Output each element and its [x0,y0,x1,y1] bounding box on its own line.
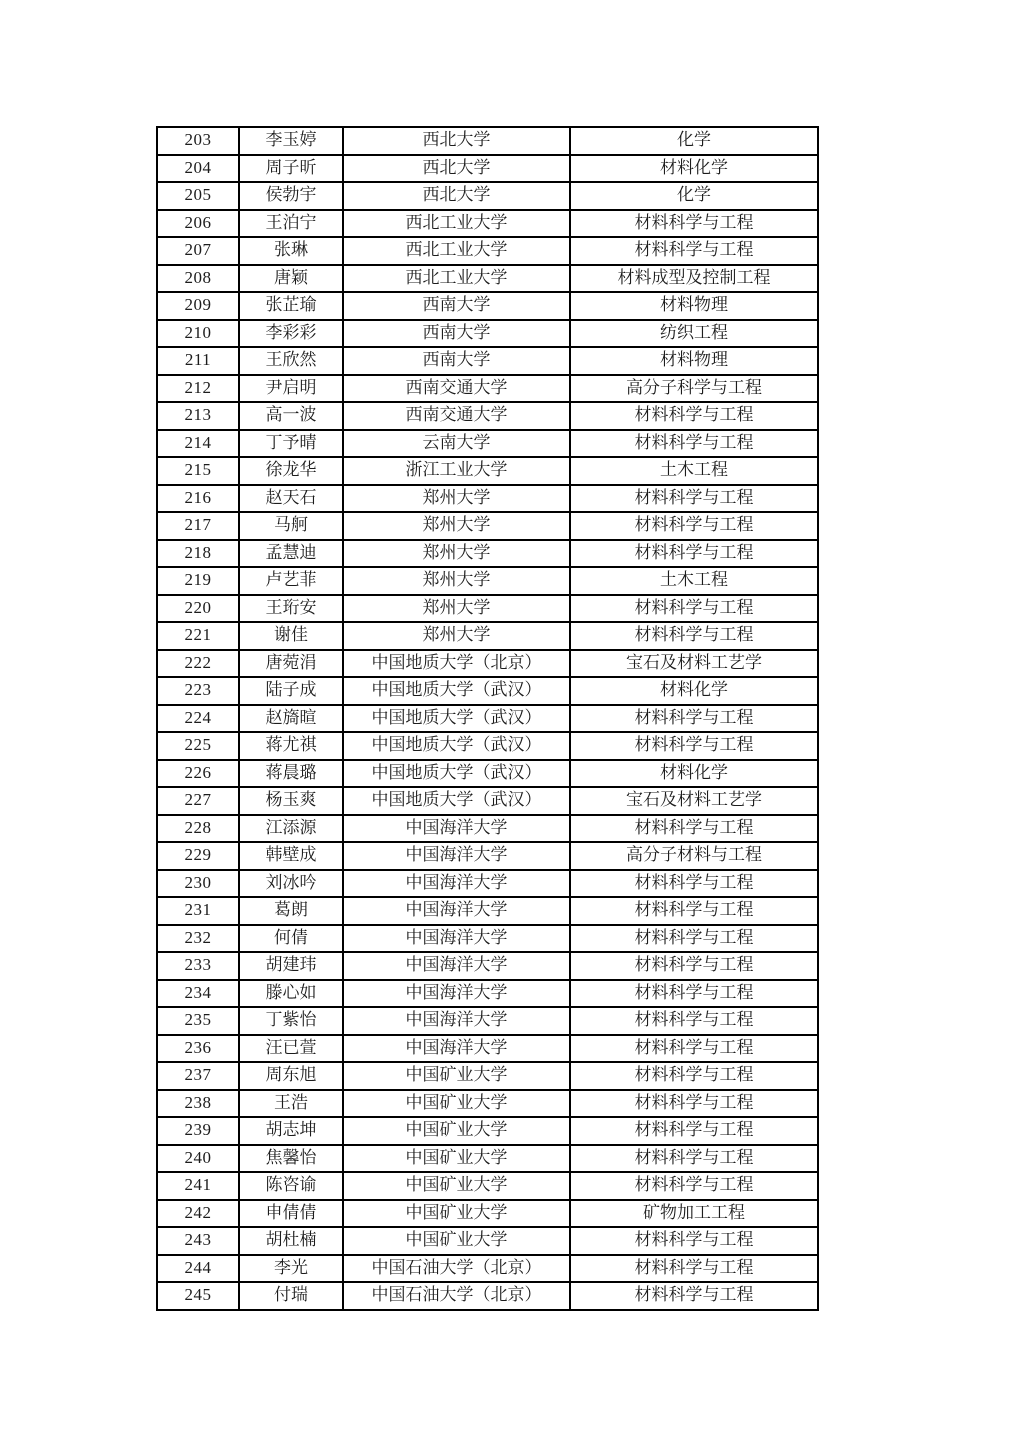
university-cell: 西北工业大学 [343,265,570,293]
university-cell: 西北大学 [343,155,570,183]
student-name-cell: 蒋晨璐 [239,760,343,788]
major-cell: 材料科学与工程 [570,980,818,1008]
table-row [157,210,818,238]
student-table-body [157,127,818,1310]
student-name-cell: 张芷瑜 [239,292,343,320]
student-name-cell: 王欣然 [239,347,343,375]
student-name-cell: 尹启明 [239,375,343,403]
major-cell: 材料科学与工程 [570,237,818,265]
student-name-cell: 唐菀涓 [239,650,343,678]
student-name-cell: 王浩 [239,1090,343,1118]
university-cell: 西南大学 [343,292,570,320]
major-cell: 矿物加工工程 [570,1200,818,1228]
row-number-cell: 210 [157,320,239,348]
table-row [157,567,818,595]
university-cell: 中国矿业大学 [343,1090,570,1118]
row-number-cell: 238 [157,1090,239,1118]
major-cell: 材料科学与工程 [570,1090,818,1118]
student-name-cell: 陈咨谕 [239,1172,343,1200]
row-number-cell: 241 [157,1172,239,1200]
student-name-cell: 张琳 [239,237,343,265]
table-row [157,540,818,568]
student-name-cell: 丁紫怡 [239,1007,343,1035]
major-cell: 宝石及材料工艺学 [570,787,818,815]
university-cell: 郑州大学 [343,540,570,568]
university-cell: 浙江工业大学 [343,457,570,485]
table-row [157,320,818,348]
major-cell: 材料化学 [570,760,818,788]
major-cell: 材料科学与工程 [570,925,818,953]
major-cell: 材料物理 [570,347,818,375]
university-cell: 西南交通大学 [343,402,570,430]
table-row [157,265,818,293]
table-row [157,980,818,1008]
university-cell: 中国矿业大学 [343,1145,570,1173]
major-cell: 材料科学与工程 [570,1282,818,1310]
university-cell: 中国海洋大学 [343,980,570,1008]
student-name-cell: 高一波 [239,402,343,430]
row-number-cell: 226 [157,760,239,788]
university-cell: 中国石油大学（北京） [343,1255,570,1283]
major-cell: 材料化学 [570,155,818,183]
student-name-cell: 卢艺菲 [239,567,343,595]
table-row [157,1035,818,1063]
university-cell: 郑州大学 [343,595,570,623]
row-number-cell: 211 [157,347,239,375]
table-row [157,1227,818,1255]
university-cell: 中国矿业大学 [343,1117,570,1145]
major-cell: 材料科学与工程 [570,622,818,650]
student-name-cell: 谢佳 [239,622,343,650]
row-number-cell: 222 [157,650,239,678]
table-row [157,237,818,265]
row-number-cell: 216 [157,485,239,513]
student-name-cell: 葛朗 [239,897,343,925]
table-row [157,182,818,210]
major-cell: 材料科学与工程 [570,1145,818,1173]
university-cell: 中国海洋大学 [343,952,570,980]
table-row [157,1200,818,1228]
major-cell: 材料科学与工程 [570,1117,818,1145]
university-cell: 郑州大学 [343,485,570,513]
row-number-cell: 236 [157,1035,239,1063]
student-name-cell: 李光 [239,1255,343,1283]
row-number-cell: 228 [157,815,239,843]
major-cell: 材料成型及控制工程 [570,265,818,293]
student-name-cell: 侯勃宇 [239,182,343,210]
row-number-cell: 215 [157,457,239,485]
university-cell: 西南大学 [343,320,570,348]
row-number-cell: 203 [157,127,239,155]
table-row [157,925,818,953]
student-name-cell: 王珩安 [239,595,343,623]
student-name-cell: 胡杜楠 [239,1227,343,1255]
student-name-cell: 徐龙华 [239,457,343,485]
table-row [157,842,818,870]
row-number-cell: 213 [157,402,239,430]
major-cell: 材料科学与工程 [570,732,818,760]
table-row [157,512,818,540]
student-name-cell: 李彩彩 [239,320,343,348]
major-cell: 高分子材料与工程 [570,842,818,870]
university-cell: 中国石油大学（北京） [343,1282,570,1310]
student-name-cell: 焦馨怡 [239,1145,343,1173]
row-number-cell: 214 [157,430,239,458]
table-row [157,1172,818,1200]
university-cell: 中国矿业大学 [343,1200,570,1228]
major-cell: 材料科学与工程 [570,815,818,843]
university-cell: 西北工业大学 [343,237,570,265]
row-number-cell: 231 [157,897,239,925]
row-number-cell: 212 [157,375,239,403]
major-cell: 材料科学与工程 [570,485,818,513]
student-name-cell: 付瑞 [239,1282,343,1310]
student-list-table [156,126,819,1311]
table-row [157,485,818,513]
university-cell: 中国海洋大学 [343,1007,570,1035]
student-name-cell: 陆子成 [239,677,343,705]
major-cell: 化学 [570,182,818,210]
university-cell: 西北大学 [343,182,570,210]
major-cell: 材料科学与工程 [570,897,818,925]
student-name-cell: 杨玉爽 [239,787,343,815]
row-number-cell: 235 [157,1007,239,1035]
major-cell: 材料科学与工程 [570,1007,818,1035]
university-cell: 中国海洋大学 [343,1035,570,1063]
university-cell: 中国海洋大学 [343,815,570,843]
major-cell: 材料科学与工程 [570,952,818,980]
student-name-cell: 李玉婷 [239,127,343,155]
row-number-cell: 219 [157,567,239,595]
table-row [157,760,818,788]
row-number-cell: 204 [157,155,239,183]
row-number-cell: 245 [157,1282,239,1310]
major-cell: 纺织工程 [570,320,818,348]
major-cell: 材料物理 [570,292,818,320]
university-cell: 中国地质大学（武汉） [343,760,570,788]
major-cell: 化学 [570,127,818,155]
major-cell: 材料科学与工程 [570,540,818,568]
student-name-cell: 胡建玮 [239,952,343,980]
row-number-cell: 221 [157,622,239,650]
table-row [157,787,818,815]
major-cell: 材料化学 [570,677,818,705]
row-number-cell: 243 [157,1227,239,1255]
row-number-cell: 223 [157,677,239,705]
table-row [157,347,818,375]
university-cell: 西北大学 [343,127,570,155]
table-row [157,1145,818,1173]
table-row [157,457,818,485]
major-cell: 材料科学与工程 [570,595,818,623]
major-cell: 材料科学与工程 [570,1062,818,1090]
row-number-cell: 227 [157,787,239,815]
table-row [157,650,818,678]
student-name-cell: 江添源 [239,815,343,843]
student-name-cell: 胡志坤 [239,1117,343,1145]
table-row [157,1007,818,1035]
major-cell: 材料科学与工程 [570,1255,818,1283]
student-name-cell: 赵旖暄 [239,705,343,733]
student-name-cell: 唐颖 [239,265,343,293]
table-row [157,952,818,980]
row-number-cell: 229 [157,842,239,870]
row-number-cell: 234 [157,980,239,1008]
major-cell: 材料科学与工程 [570,1172,818,1200]
row-number-cell: 220 [157,595,239,623]
university-cell: 中国地质大学（武汉） [343,677,570,705]
university-cell: 中国海洋大学 [343,870,570,898]
university-cell: 西北工业大学 [343,210,570,238]
table-row [157,595,818,623]
row-number-cell: 225 [157,732,239,760]
row-number-cell: 230 [157,870,239,898]
row-number-cell: 208 [157,265,239,293]
table-row [157,292,818,320]
student-name-cell: 申倩倩 [239,1200,343,1228]
university-cell: 中国矿业大学 [343,1227,570,1255]
table-row [157,1062,818,1090]
student-name-cell: 周子昕 [239,155,343,183]
major-cell: 材料科学与工程 [570,1227,818,1255]
row-number-cell: 232 [157,925,239,953]
table-row [157,1255,818,1283]
row-number-cell: 244 [157,1255,239,1283]
student-name-cell: 何倩 [239,925,343,953]
student-name-cell: 刘冰吟 [239,870,343,898]
table-row [157,705,818,733]
table-row [157,815,818,843]
university-cell: 西南大学 [343,347,570,375]
major-cell: 材料科学与工程 [570,430,818,458]
table-row [157,622,818,650]
university-cell: 中国海洋大学 [343,925,570,953]
university-cell: 郑州大学 [343,622,570,650]
major-cell: 材料科学与工程 [570,870,818,898]
student-name-cell: 周东旭 [239,1062,343,1090]
table-row [157,897,818,925]
major-cell: 高分子科学与工程 [570,375,818,403]
table-row [157,677,818,705]
student-name-cell: 蒋尤祺 [239,732,343,760]
university-cell: 郑州大学 [343,567,570,595]
row-number-cell: 209 [157,292,239,320]
table-row [157,732,818,760]
row-number-cell: 205 [157,182,239,210]
major-cell: 材料科学与工程 [570,512,818,540]
row-number-cell: 224 [157,705,239,733]
row-number-cell: 218 [157,540,239,568]
student-name-cell: 丁予晴 [239,430,343,458]
university-cell: 中国地质大学（武汉） [343,787,570,815]
major-cell: 材料科学与工程 [570,210,818,238]
student-name-cell: 王泊宁 [239,210,343,238]
university-cell: 西南交通大学 [343,375,570,403]
university-cell: 中国矿业大学 [343,1062,570,1090]
university-cell: 中国矿业大学 [343,1172,570,1200]
table-row [157,1090,818,1118]
university-cell: 云南大学 [343,430,570,458]
major-cell: 材料科学与工程 [570,402,818,430]
table-row [157,1282,818,1310]
table-row [157,375,818,403]
university-cell: 中国海洋大学 [343,897,570,925]
row-number-cell: 233 [157,952,239,980]
major-cell: 土木工程 [570,567,818,595]
row-number-cell: 237 [157,1062,239,1090]
major-cell: 材料科学与工程 [570,1035,818,1063]
student-name-cell: 韩壁成 [239,842,343,870]
table-row [157,127,818,155]
table-row [157,155,818,183]
student-name-cell: 汪已萱 [239,1035,343,1063]
table-row [157,430,818,458]
row-number-cell: 240 [157,1145,239,1173]
university-cell: 中国地质大学（武汉） [343,732,570,760]
student-name-cell: 马舸 [239,512,343,540]
row-number-cell: 217 [157,512,239,540]
table-row [157,1117,818,1145]
major-cell: 宝石及材料工艺学 [570,650,818,678]
student-name-cell: 孟慧迪 [239,540,343,568]
university-cell: 郑州大学 [343,512,570,540]
major-cell: 材料科学与工程 [570,705,818,733]
student-name-cell: 滕心如 [239,980,343,1008]
university-cell: 中国地质大学（武汉） [343,705,570,733]
row-number-cell: 242 [157,1200,239,1228]
university-cell: 中国地质大学（北京） [343,650,570,678]
university-cell: 中国海洋大学 [343,842,570,870]
row-number-cell: 206 [157,210,239,238]
student-name-cell: 赵天石 [239,485,343,513]
row-number-cell: 207 [157,237,239,265]
major-cell: 土木工程 [570,457,818,485]
row-number-cell: 239 [157,1117,239,1145]
table-row [157,870,818,898]
table-row [157,402,818,430]
